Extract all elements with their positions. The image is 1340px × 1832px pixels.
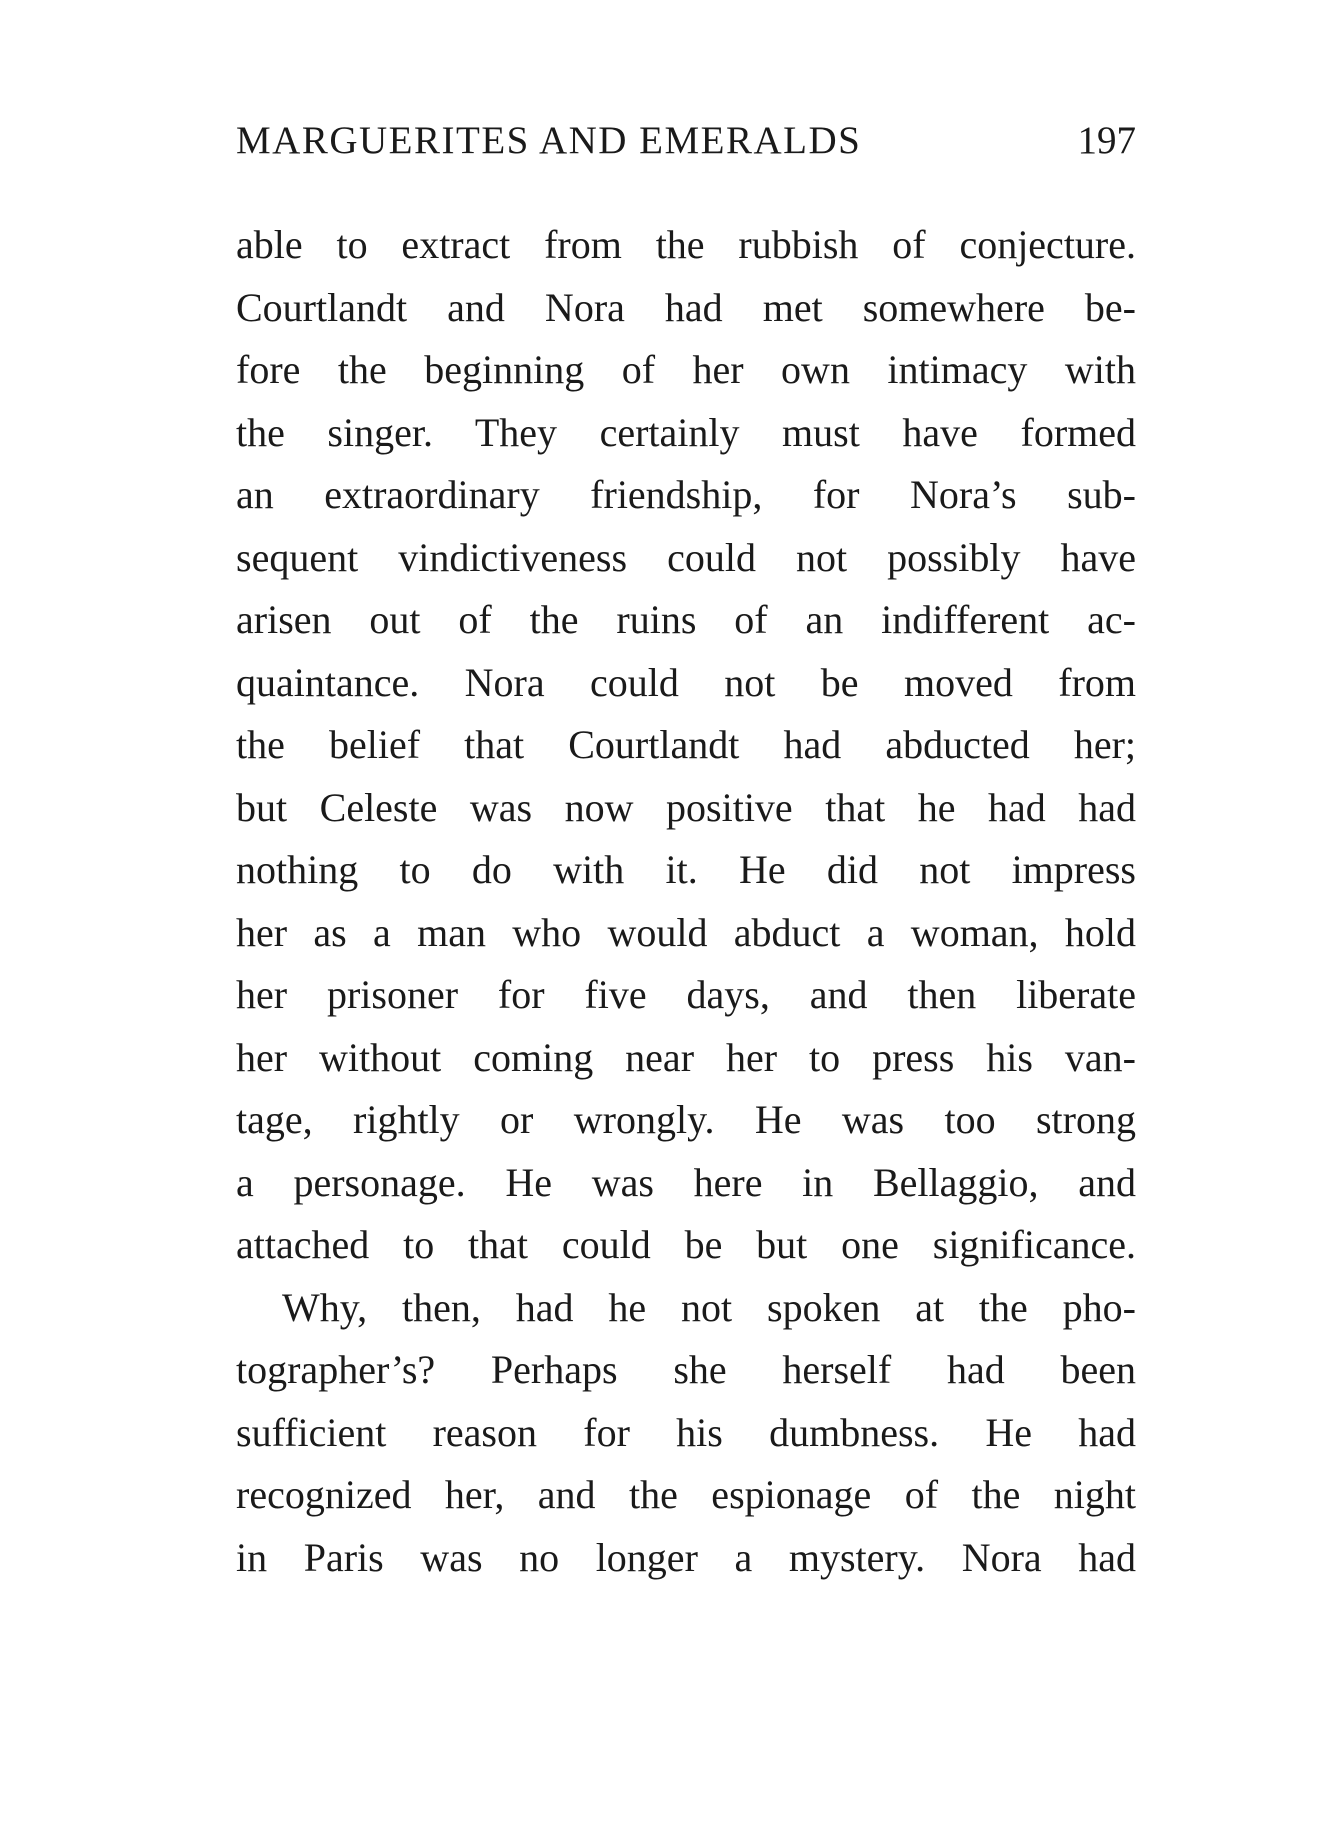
text-line: in Paris was no longer a mystery. Nora had [236, 1534, 1136, 1580]
book-page [236, 118, 1136, 1589]
text-line: sequent vindictiveness could not possibly have [236, 534, 1136, 580]
text-line: a personage. He was here in Bellaggio, and [236, 1159, 1136, 1205]
text-line: attached to that could be but one significance. [236, 1222, 1136, 1267]
text-line: sufficient reason for his dumbness. He had [236, 1409, 1136, 1455]
text-line: recognized her, and the espionage of the night [236, 1472, 1136, 1517]
text-line: tage, rightly or wrongly. He was too strong [236, 1097, 1136, 1142]
text-line: an extraordinary friendship, for Nora’s sub- [236, 472, 1136, 517]
text-line: her prisoner for five days, and then liberate [236, 972, 1136, 1017]
text-line: her without coming near her to press his van- [236, 1034, 1136, 1080]
text-line: quaintance. Nora could not be moved from [236, 659, 1136, 705]
text-line: but Celeste was now positive that he had had [236, 784, 1136, 830]
text-line: tographer’s? Perhaps she herself had been [236, 1347, 1136, 1392]
text-line: fore the beginning of her own intimacy with [236, 347, 1136, 392]
paragraph-2 [236, 1277, 1136, 1590]
running-head [236, 118, 1136, 188]
text-line: able to extract from the rubbish of conjecture. [236, 222, 1136, 267]
text-line: the belief that Courtlandt had abducted her; [236, 722, 1136, 767]
text-line: nothing to do with it. He did not impress [236, 847, 1136, 892]
paragraph-1 [236, 214, 1136, 1277]
text-line: Why, then, had he not spoken at the pho- [282, 1284, 1136, 1330]
text-line: arisen out of the ruins of an indifferent ac- [236, 597, 1136, 642]
body-text [236, 214, 1136, 1589]
text-line: Courtlandt and Nora had met somewhere be- [236, 284, 1136, 330]
page-number: 197 [1077, 119, 1136, 162]
running-title: MARGUERITES AND EMERALDS [236, 119, 862, 162]
text-line: her as a man who would abduct a woman, hold [236, 909, 1136, 955]
text-line: the singer. They certainly must have formed [236, 409, 1136, 455]
